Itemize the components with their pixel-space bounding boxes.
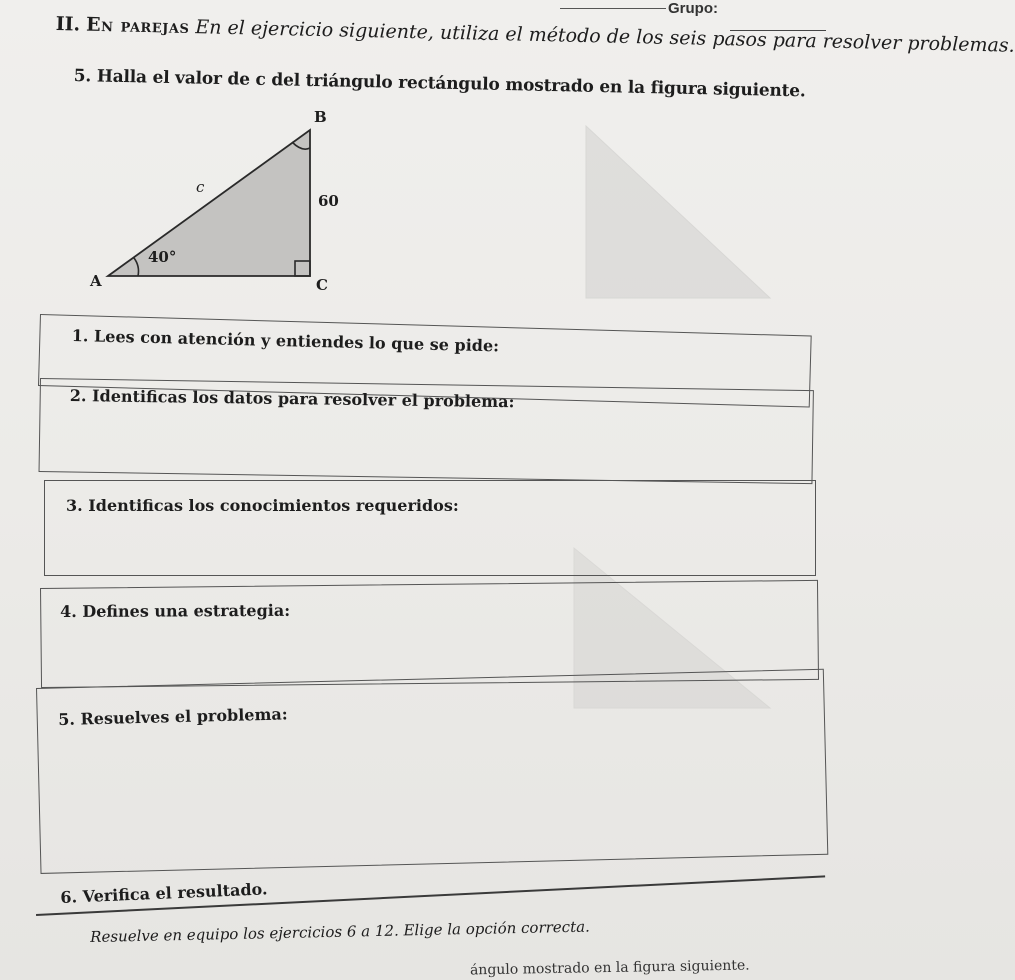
step-4-label: 4. Defines una estrategia: [60, 600, 291, 621]
step-3-box[interactable] [44, 480, 816, 576]
footer-next-line: ángulo mostrado en la figura siguiente. [469, 957, 750, 979]
section-heading [55, 12, 1015, 57]
problem-statement: 5. Halla el valor de c del triángulo rectángulo mostrado en la figura siguiente. [73, 66, 806, 102]
step-5-label: 5. Resuelves el problema: [58, 704, 288, 729]
step-6-label: 6. Verifica el resultado. [60, 879, 268, 907]
step-5-box[interactable] [36, 669, 828, 874]
bleed-through-triangle [560, 118, 780, 318]
hypotenuse-label: c [196, 178, 205, 196]
step-3-label: 3. Identificas los conocimientos requeridos: [66, 496, 459, 515]
triangle-figure [82, 108, 342, 298]
section-number: II. [55, 12, 81, 36]
footer-instruction: Resuelve en equipo los ejercicios 6 a 12. Elige la opción correcta. [90, 917, 591, 946]
step-2-label: 2. Identificas los datos para resolver el problema: [69, 386, 515, 412]
top-rule [560, 8, 666, 9]
vertex-c-label: C [316, 276, 328, 294]
side-bc-label: 60 [318, 192, 339, 210]
vertex-a-label: A [90, 272, 102, 290]
vertex-b-label: B [314, 108, 327, 126]
grupo-label: Grupo: [668, 0, 718, 17]
section-label: En parejas [85, 13, 190, 39]
step-1-label: 1. Lees con atención y entiendes lo que se pide: [71, 326, 500, 356]
triangle-shape [108, 130, 310, 276]
angle-a-label: 40° [148, 248, 177, 266]
section-instruction: En el ejercicio siguiente, utiliza el método de los seis pasos para resolver problemas. [195, 16, 1015, 57]
triangle-diagram [82, 108, 342, 298]
